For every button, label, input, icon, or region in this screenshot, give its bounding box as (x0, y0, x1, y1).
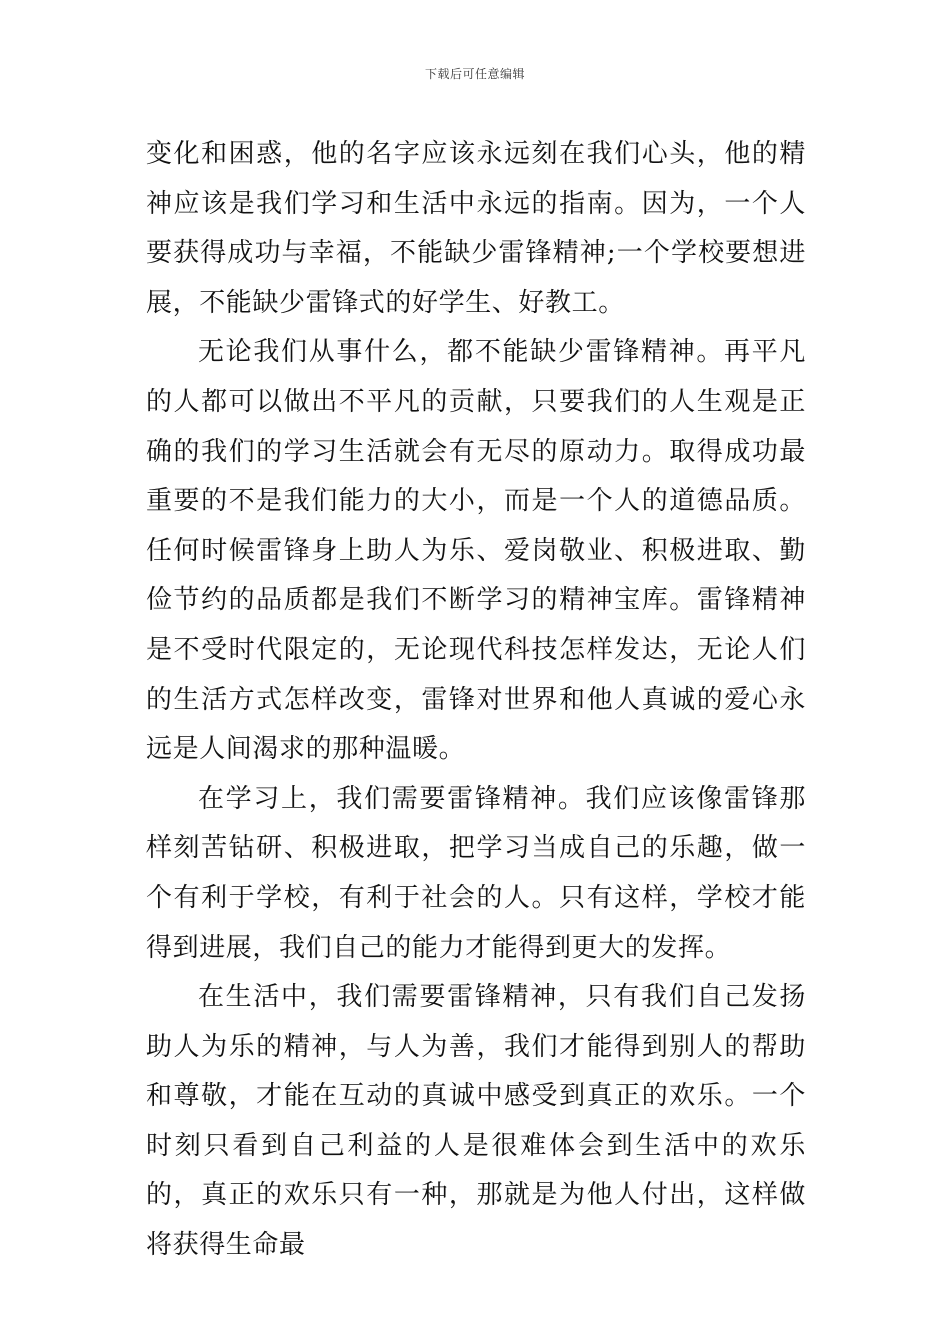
paragraph-1: 变化和困惑，他的名字应该永远刻在我们心头，他的精神应该是我们学习和生活中永远的指南。因为，一个人要获得成功与幸福，不能缺少雷锋精神;一个学校要想进展，不能缺少雷锋式的好学生、好教工。 (146, 139, 806, 318)
paragraph-4: 在生活中，我们需要雷锋精神，只有我们自己发扬助人为乐的精神，与人为善，我们才能得到别人的帮助和尊敬，才能在互动的真诚中感受到真正的欢乐。一个时刻只看到自己利益的人是很难体会到生活中的欢乐的，真正的欢乐只有一种，那就是为他人付出，这样做将获得生命最 (146, 982, 806, 1261)
page-header-note: 下载后可任意编辑 (424, 67, 525, 81)
document-body (146, 130, 806, 1271)
paragraph-2: 无论我们从事什么，都不能缺少雷锋精神。再平凡的人都可以做出不平凡的贡献，只要我们的人生观是正确的我们的学习生活就会有无尽的原动力。取得成功最重要的不是我们能力的大小，而是一个人的道德品质。任何时候雷锋身上助人为乐、爱岗敬业、积极进取、勤俭节约的品质都是我们不断学习的精神宝库。雷锋精神是不受时代限定的，无论现代科技怎样发达，无论人们的生活方式怎样改变，雷锋对世界和他人真诚的爱心永远是人间渴求的那种温暖。 (146, 337, 806, 765)
paragraph-3: 在学习上，我们需要雷锋精神。我们应该像雷锋那样刻苦钻研、积极进取，把学习当成自己的乐趣，做一个有利于学校，有利于社会的人。只有这样，学校才能得到进展，我们自己的能力才能得到更大的发挥。 (146, 783, 806, 963)
